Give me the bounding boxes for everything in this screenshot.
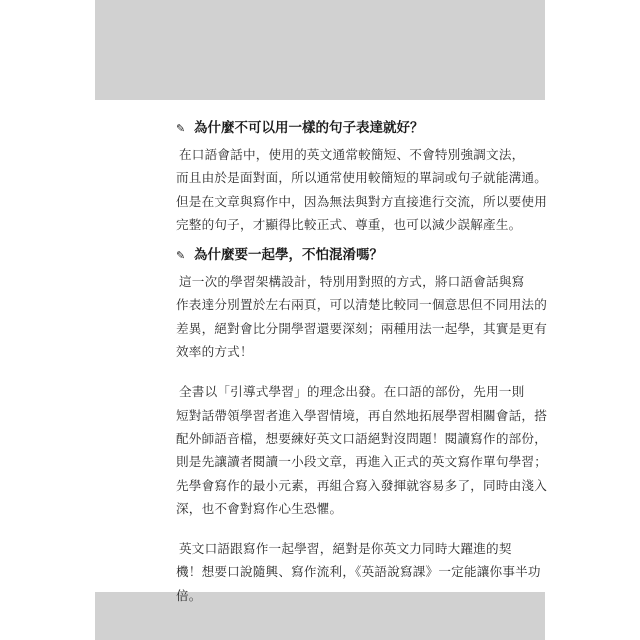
- section-why-not-same: [176, 118, 548, 236]
- text-line: 深，也不會對寫作心生恐懼。: [176, 500, 343, 516]
- text-line: 完整的句子，才顯得比較正式、尊重，也可以減少誤解產生。: [176, 216, 522, 232]
- text-line: 在口語會話中，使用的英文通常較簡短、不會特別強調文法，: [179, 147, 525, 162]
- text-line: 配外師語音檔，想要練好英文口語絕對沒問題！閱讀寫作的部份，: [176, 430, 548, 446]
- paragraph-guided-learning: [176, 380, 548, 520]
- text-line: 但是在文章與寫作中，因為無法與對方直接進行交流，所以要使用: [176, 193, 548, 209]
- text-line: 全書以「引導式學習」的理念出發。在口語的部份，先用一則: [179, 384, 525, 400]
- text-line: 英文口語跟寫作一起學習，絕對是你英文力同時大躍進的契: [179, 541, 512, 557]
- pencil-icon: ✎: [176, 249, 186, 263]
- section-why-together: [176, 245, 548, 363]
- section-heading: ✎ 為什麼不可以用一樣的句子表達就好？: [176, 118, 506, 139]
- page-content: [176, 118, 548, 607]
- text-line: 這一次的學習架構設計，特別用對照的方式，將口語會話與寫: [179, 274, 525, 290]
- text-line: 倍。: [176, 587, 202, 603]
- section-body: [176, 270, 548, 363]
- text-line: 先學會寫作的最小元素，再組合寫入發揮就容易多了，同時由淺入: [176, 477, 548, 493]
- text-line: 差異，絕對會比分開學習還要深刻；兩種用法一起學，其實是更有: [176, 320, 548, 336]
- text-line: 效率的方式！: [176, 344, 253, 360]
- text-line: 則是先讓讀者閱讀一小段文章，再進入正式的英文寫作單句學習；: [176, 454, 548, 470]
- text-line: 而且由於是面對面，所以通常使用較簡短的單詞或句子就能溝通。: [176, 170, 548, 186]
- section-heading: ✎ 為什麼要一起學，不怕混淆嗎？: [176, 245, 506, 266]
- text-line: 短對話帶領學習者進入學習情境，再自然地拓展學習相關會話，搭: [176, 407, 548, 423]
- pencil-icon: ✎: [176, 122, 186, 135]
- section-body: [176, 143, 548, 236]
- text-line: 機！想要口說隨興、寫作流利，《英語說寫課》一定能讓你事半功: [176, 564, 541, 580]
- top-gray-band: [95, 0, 545, 100]
- paragraph-closing: [176, 537, 541, 607]
- text-line: 作表達分別置於左右兩頁，可以清楚比較同一個意思但不同用法的: [176, 297, 548, 313]
